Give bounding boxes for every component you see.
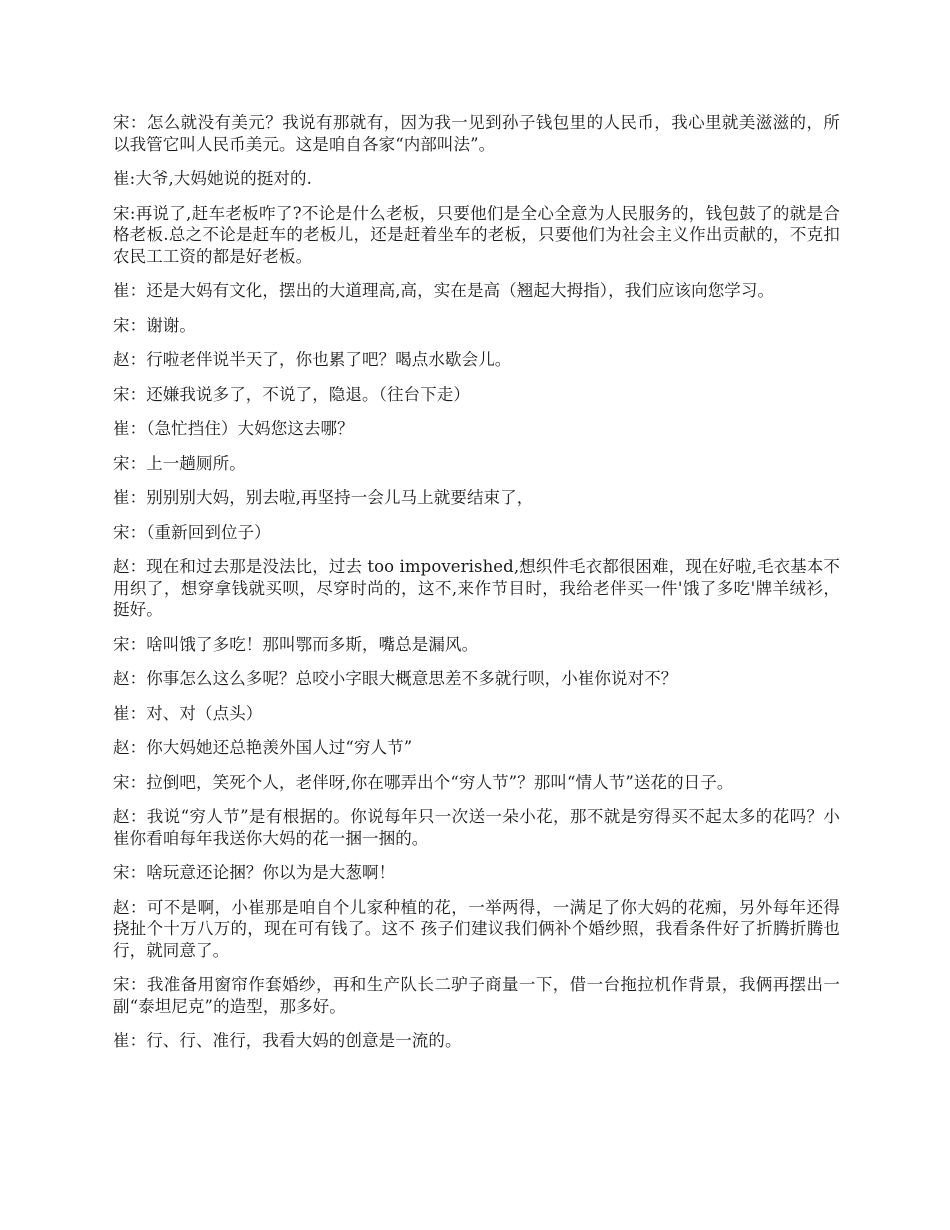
dialogue-line: 宋：怎么就没有美元？我说有那就有，因为我一见到孙子钱包里的人民币，我心里就美滋滋的，所以我管它叫人民币美元。这是咱自各家“内部叫法”。 (113, 113, 840, 154)
dialogue-line: 赵：你大妈她还总艳羡外国人过“穷人节” (113, 738, 413, 757)
dialogue-line: 赵：我说“穷人节”是有根据的。你说每年只一次送一朵小花，那不就是穷得买不起太多的花吗？小崔你看咱每年我送你大妈的花一捆一捆的。 (113, 807, 840, 848)
dialogue-line: 赵：行啦老伴说半天了，你也累了吧？喝点水歇会儿。 (113, 350, 512, 369)
dialogue-line: 宋：拉倒吧，笑死个人，老伴呀,你在哪弄出个“穷人节”？那叫“情人节”送花的日子。 (113, 772, 734, 792)
dialogue-line: 崔：还是大妈有文化，摆出的大道理高,高，实在是高（翘起大拇指），我们应该向您学习。 (113, 281, 775, 300)
dialogue-line: 宋：我准备用窗帘作套婚纱，再和生产队长二驴子商量一下，借一台拖拉机作背景，我俩再摆出一副“泰坦尼克”的造型，那多好。 (113, 975, 840, 1016)
dialogue-line: 宋：上一趟厕所。 (113, 453, 246, 473)
dialogue-line: 赵：现在和过去那是没法比，过去 too impoverished,想织件毛衣都很困难，现在好啦,毛衣基本不用织了，想穿拿钱就买呗，尽穿时尚的，这不,来作节目时，我给老伴买一件'饿了多吃'牌羊绒衫，挺好。 (113, 557, 840, 619)
dialogue-line: 宋:再说了,赶车老板咋了?不论是什么老板，只要他们是全心全意为人民服务的，钱包鼓了的就是合格老板.总之不论是赶车的老板儿，还是赶着坐车的老板，只要他们为社会主义作出贡献的，不克扣农民工工资的都是好老板。 (113, 203, 840, 266)
dialogue-line: 宋：啥叫饿了多吃！那叫鄂而多斯，嘴总是漏风。 (113, 634, 479, 654)
dialogue-line: 宋：（重新回到位子） (113, 522, 271, 542)
dialogue-line: 宋：啥玩意还论捆？你以为是大葱啊！ (113, 863, 396, 882)
dialogue-line: 宋：谢谢。 (113, 315, 196, 335)
dialogue-line: 崔：对、对（点头） (113, 703, 263, 723)
dialogue-line: 崔：别别别大妈，别去啦,再坚持一会儿马上就要结束了， (113, 488, 534, 507)
dialogue-line: 崔：行、行、准行，我看大妈的创意是一流的。 (113, 1031, 462, 1050)
dialogue-line: 崔：（急忙挡住）大妈您这去哪？ (113, 419, 354, 438)
dialogue-line: 赵：可不是啊，小崔那是咱自个儿家种植的花，一举两得，一满足了你大妈的花痴，另外每年还得挠扯个十万八万的，现在可有钱了。这不 孩子们建议我们俩补个婚纱照，我看条件好了折腾折腾也行，就同意了。 (113, 897, 840, 960)
dialogue-line: 赵：你事怎么这么多呢？总咬小字眼大概意思差不多就行呗，小崔你说对不？ (113, 669, 678, 688)
dialogue-line: 宋：还嫌我说多了，不说了，隐退。（往台下走） (113, 384, 470, 404)
dialogue-line: 崔:大爷,大妈她说的挺对的. (113, 169, 312, 188)
